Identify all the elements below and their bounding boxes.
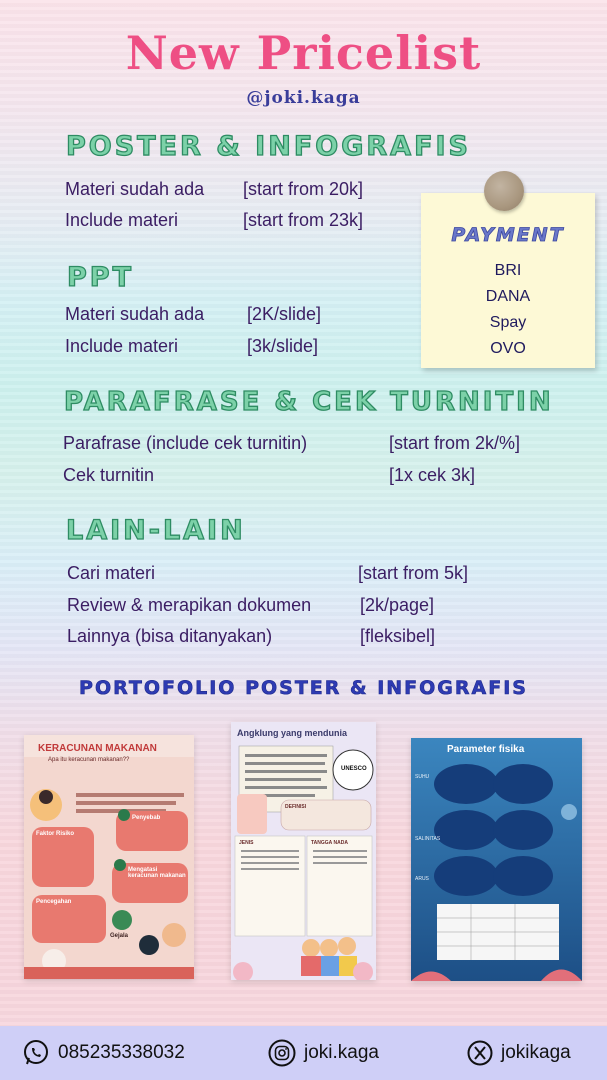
poster-label: TANGGA NADA: [311, 840, 348, 846]
poster-label: SUHU: [415, 774, 430, 780]
portfolio-thumb-fisika[interactable]: [411, 738, 582, 981]
whatsapp-icon: [22, 1039, 50, 1067]
payment-title: PAYMENT: [451, 224, 565, 246]
payment-method: DANA: [485, 288, 531, 305]
poster-illustration: [24, 735, 194, 979]
section-title-lain: LAIN-LAIN: [66, 515, 246, 546]
footer-twitter[interactable]: [467, 1026, 571, 1080]
pin-icon: [484, 171, 524, 211]
poster-label: Gejala: [110, 933, 129, 939]
x-twitter-icon: [467, 1040, 493, 1066]
row-price: [start from 5k]: [358, 563, 469, 583]
poster-label: Mengatasi keracunan makanan: [128, 867, 186, 879]
portfolio-title-angklung: Angklung yang mendunia: [237, 728, 348, 738]
portfolio-title: PORTOFOLIO POSTER & INFOGRAFIS: [79, 677, 528, 699]
poster-label: UNESCO: [341, 766, 367, 772]
poster-label: JENIS: [239, 840, 254, 846]
row-label: Include materi: [65, 336, 179, 356]
row-label: Materi sudah ada: [65, 179, 205, 199]
poster-label: SALINITAS: [415, 836, 441, 842]
poster-label: Pencegahan: [36, 899, 72, 905]
portfolio-title-fisika: Parameter fisika: [447, 744, 525, 755]
portfolio-thumb-keracunan[interactable]: [24, 735, 194, 979]
section-title-poster: POSTER & INFOGRAFIS: [66, 131, 472, 162]
footer-phone[interactable]: [22, 1026, 185, 1080]
row-price: [fleksibel]: [360, 626, 436, 646]
poster-illustration: [231, 722, 376, 980]
row-price: [2K/slide]: [247, 304, 322, 324]
page-title: New Pricelist: [125, 26, 482, 80]
footer-instagram[interactable]: [268, 1026, 379, 1080]
payment-method: Spay: [489, 314, 527, 331]
poster-label: Faktor Risiko: [36, 831, 75, 837]
poster-illustration: [411, 738, 582, 981]
poster-label: Penyebab: [132, 815, 161, 821]
row-label: Cek turnitin: [63, 465, 155, 485]
instagram-icon: [268, 1039, 296, 1067]
portfolio-title-keracunan: KERACUNAN MAKANAN: [38, 743, 157, 754]
poster-label: ARUS: [415, 876, 429, 882]
row-label: Review & merapikan dokumen: [67, 595, 312, 615]
row-price: [3k/slide]: [247, 336, 319, 356]
row-price: [start from 23k]: [243, 210, 364, 230]
phone-number: 085235338032: [58, 1042, 185, 1063]
row-label: Lainnya (bisa ditanyakan): [67, 626, 273, 646]
payment-method: OVO: [490, 340, 526, 357]
row-label: Include materi: [65, 210, 179, 230]
poster-label: DEFINISI: [285, 804, 307, 810]
instagram-handle: joki.kaga: [304, 1042, 379, 1063]
row-label: Parafrase (include cek turnitin): [63, 433, 308, 453]
section-title-ppt: PPT: [67, 262, 134, 293]
row-price: [start from 20k]: [243, 179, 364, 199]
row-price: [2k/page]: [360, 595, 435, 615]
row-label: Materi sudah ada: [65, 304, 205, 324]
row-price: [1x cek 3k]: [389, 465, 476, 485]
twitter-handle: jokikaga: [501, 1042, 571, 1063]
portfolio-subtitle-keracunan: Apa itu keracunan makanan??: [48, 757, 130, 763]
payment-method: BRI: [494, 262, 522, 279]
handle: @joki.kaga: [246, 88, 361, 108]
row-price: [start from 2k/%]: [389, 433, 521, 453]
portfolio-thumb-angklung[interactable]: [231, 722, 376, 980]
row-label: Cari materi: [67, 563, 156, 583]
section-title-parafrase: PARAFRASE & CEK TURNITIN: [64, 387, 554, 417]
